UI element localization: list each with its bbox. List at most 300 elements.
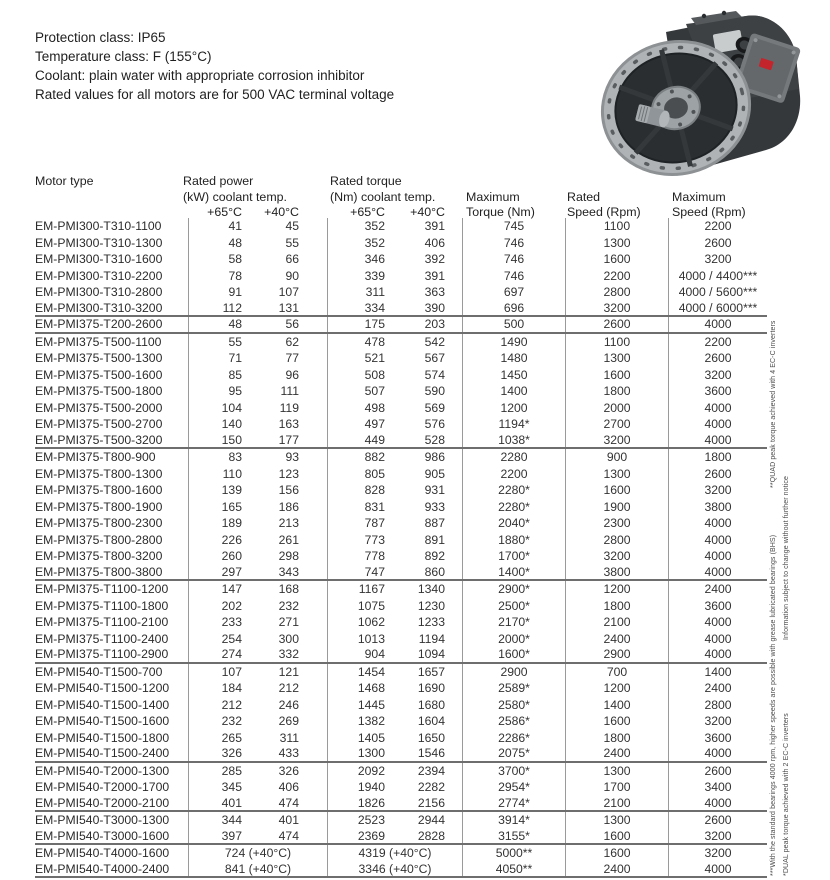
max-torque-cell: 2075* xyxy=(462,746,565,761)
power-65c-cell: 401 xyxy=(188,796,257,811)
power-65c-cell: 95 xyxy=(188,383,257,400)
torque-40c-cell: 574 xyxy=(424,367,445,382)
motor-type-cell: EM-PMI375-T800-2300 xyxy=(35,516,163,531)
max-speed-cell: 4000 / 6000*** xyxy=(668,301,767,316)
power-40c-cell: 121 xyxy=(278,664,299,679)
header-rated-power-sub: (kW) coolant temp. xyxy=(183,190,287,204)
power-combined-cell: 841 (+40°C) xyxy=(188,862,327,877)
max-torque-cell: 697 xyxy=(462,284,565,301)
torque-40c-cell: 891 xyxy=(424,532,445,547)
power-65c-cell: 232 xyxy=(188,713,257,730)
max-torque-cell: 746 xyxy=(462,268,565,285)
max-speed-cell: 2600 xyxy=(668,466,767,483)
power-40c-cell: 123 xyxy=(278,466,299,481)
max-torque-cell: 5000** xyxy=(462,845,565,862)
max-speed-cell: 3600 xyxy=(668,598,767,615)
power-65c-cell: 265 xyxy=(188,730,257,747)
motor-type-cell: EM-PMI375-T500-1600 xyxy=(35,367,163,382)
motor-type-cell: EM-PMI540-T3000-1600 xyxy=(35,828,170,843)
rated-speed-cell: 1600 xyxy=(565,845,668,862)
motor-type-cell: EM-PMI375-T800-3800 xyxy=(35,564,163,579)
torque-65c-cell: 1454 xyxy=(327,664,400,681)
table-row xyxy=(35,268,767,285)
torque-65c-cell: 521 xyxy=(327,350,400,367)
power-65c-cell: 48 xyxy=(188,317,257,332)
table-row xyxy=(35,763,767,780)
motor-type-cell: EM-PMI300-T310-3200 xyxy=(35,300,163,315)
torque-40c-cell: 887 xyxy=(424,516,445,531)
power-40c-cell: 300 xyxy=(278,631,299,646)
max-speed-cell: 2400 xyxy=(668,581,767,598)
rated-speed-cell: 1400 xyxy=(565,697,668,714)
torque-40c-cell: 1690 xyxy=(417,681,445,696)
motor-type-cell: EM-PMI300-T310-2200 xyxy=(35,268,163,283)
power-65c-cell: 41 xyxy=(188,218,257,235)
motor-type-cell: EM-PMI540-T1500-700 xyxy=(35,664,163,679)
power-40c-cell: 163 xyxy=(278,417,299,432)
max-speed-cell: 3200 xyxy=(668,829,767,844)
torque-40c-cell: 590 xyxy=(424,384,445,399)
torque-65c-cell: 497 xyxy=(327,416,400,433)
torque-40c-cell: 528 xyxy=(424,432,445,447)
motor-type-cell: EM-PMI375-T800-3200 xyxy=(35,549,163,564)
protection-class-line: Protection class: IP65 xyxy=(35,30,166,45)
table-row xyxy=(35,796,767,813)
torque-combined-cell: 4319 (+40°C) xyxy=(327,845,462,862)
table-row xyxy=(35,697,767,714)
torque-65c-cell: 1940 xyxy=(327,779,400,796)
torque-65c-cell: 352 xyxy=(327,235,400,252)
power-65c-cell: 254 xyxy=(188,631,257,648)
table-row xyxy=(35,515,767,532)
max-speed-cell: 4000 xyxy=(668,400,767,417)
max-speed-cell: 4000 xyxy=(668,614,767,631)
table-row xyxy=(35,449,767,466)
table-row xyxy=(35,565,767,582)
power-40c-cell: 261 xyxy=(278,532,299,547)
max-torque-cell: 2286* xyxy=(462,730,565,747)
power-65c-cell: 140 xyxy=(188,416,257,433)
torque-40c-cell: 1230 xyxy=(417,598,445,613)
max-speed-cell: 4000 xyxy=(668,317,767,332)
rated-speed-cell: 2100 xyxy=(565,614,668,631)
rated-speed-cell: 2400 xyxy=(565,862,668,877)
power-40c-cell: 119 xyxy=(279,400,299,415)
motor-type-cell: EM-PMI375-T1100-2100 xyxy=(35,615,169,630)
table-row xyxy=(35,647,767,664)
power-65c-cell: 212 xyxy=(188,697,257,714)
power-65c-cell: 139 xyxy=(188,482,257,499)
power-40c-cell: 66 xyxy=(285,252,299,267)
max-torque-cell: 2774* xyxy=(462,796,565,811)
table-row xyxy=(35,367,767,384)
max-torque-cell: 1700* xyxy=(462,548,565,565)
header-rated-torque: Rated torque xyxy=(330,174,402,188)
torque-40c-cell: 1233 xyxy=(417,615,445,630)
header-rated-torque-sub: (Nm) coolant temp. xyxy=(330,190,436,204)
rated-speed-cell: 1900 xyxy=(565,499,668,516)
max-torque-cell: 2586* xyxy=(462,713,565,730)
power-40c-cell: 56 xyxy=(285,317,299,332)
footnote-info: Information subject to change without further notice xyxy=(783,476,790,640)
max-torque-cell: 2280* xyxy=(462,482,565,499)
motor-type-cell: EM-PMI375-T800-2800 xyxy=(35,532,163,547)
motor-type-cell: EM-PMI375-T500-2700 xyxy=(35,417,163,432)
max-speed-cell: 2400 xyxy=(668,680,767,697)
table-row xyxy=(35,862,767,879)
table-row xyxy=(35,416,767,433)
torque-40c-cell: 1680 xyxy=(417,697,445,712)
rated-speed-cell: 700 xyxy=(565,664,668,681)
rated-speed-cell: 3200 xyxy=(565,433,668,448)
power-40c-cell: 401 xyxy=(278,813,299,828)
motor-type-cell: EM-PMI540-T1500-1400 xyxy=(35,697,170,712)
table-row xyxy=(35,812,767,829)
torque-65c-cell: 828 xyxy=(327,482,400,499)
motor-type-cell: EM-PMI540-T1500-1600 xyxy=(35,714,170,729)
motor-type-cell: EM-PMI540-T2000-1300 xyxy=(35,763,170,778)
torque-40c-cell: 576 xyxy=(424,417,445,432)
motor-type-cell: EM-PMI540-T1500-1200 xyxy=(35,681,170,696)
max-speed-cell: 4000 xyxy=(668,746,767,761)
torque-65c-cell: 2523 xyxy=(327,812,400,829)
torque-40c-cell: 892 xyxy=(424,549,445,564)
torque-40c-cell: 1546 xyxy=(417,746,445,761)
motor-type-cell: EM-PMI300-T310-1100 xyxy=(35,219,162,234)
header-max-speed-1: Maximum xyxy=(672,190,726,204)
motor-type-cell: EM-PMI540-T1500-2400 xyxy=(35,746,170,761)
power-40c-cell: 212 xyxy=(278,681,299,696)
max-torque-cell: 2280 xyxy=(462,449,565,466)
power-40c-cell: 232 xyxy=(278,598,299,613)
torque-40c-cell: 406 xyxy=(424,235,445,250)
motor-type-cell: EM-PMI375-T500-1800 xyxy=(35,384,163,399)
max-torque-cell: 1600* xyxy=(462,647,565,662)
table-row xyxy=(35,614,767,631)
max-speed-cell: 4000 xyxy=(668,433,767,448)
max-torque-cell: 4050** xyxy=(462,862,565,877)
table-row xyxy=(35,251,767,268)
rated-speed-cell: 3200 xyxy=(565,301,668,316)
table-row xyxy=(35,532,767,549)
table-row xyxy=(35,482,767,499)
header-torque-65c: +65°C xyxy=(350,205,385,219)
footnote-dual: *DUAL peak torque achieved with 2 EC-C inverters xyxy=(783,713,790,876)
max-torque-cell: 2280* xyxy=(462,499,565,516)
max-speed-cell: 2600 xyxy=(668,812,767,829)
torque-65c-cell: 478 xyxy=(327,334,400,351)
max-torque-cell: 696 xyxy=(462,301,565,316)
torque-40c-cell: 933 xyxy=(424,499,445,514)
torque-40c-cell: 392 xyxy=(424,252,445,267)
max-torque-cell: 746 xyxy=(462,251,565,268)
rated-speed-cell: 1100 xyxy=(565,218,668,235)
max-torque-cell: 1490 xyxy=(462,334,565,351)
torque-65c-cell: 1167 xyxy=(327,581,400,598)
torque-65c-cell: 1468 xyxy=(327,680,400,697)
torque-65c-cell: 1826 xyxy=(327,796,400,811)
motor-type-cell: EM-PMI375-T500-1100 xyxy=(35,334,162,349)
rated-speed-cell: 3200 xyxy=(565,548,668,565)
torque-65c-cell: 334 xyxy=(327,301,400,316)
torque-65c-cell: 498 xyxy=(327,400,400,417)
max-speed-cell: 4000 xyxy=(668,631,767,648)
max-speed-cell: 4000 / 5600*** xyxy=(668,284,767,301)
coolant-line: Coolant: plain water with appropriate corrosion inhibitor xyxy=(35,68,365,83)
torque-40c-cell: 2394 xyxy=(417,763,445,778)
power-40c-cell: 168 xyxy=(278,582,299,597)
torque-65c-cell: 507 xyxy=(327,383,400,400)
header-rated-speed-2: Speed (Rpm) xyxy=(567,205,641,219)
power-40c-cell: 77 xyxy=(285,351,299,366)
max-speed-cell: 3800 xyxy=(668,499,767,516)
torque-65c-cell: 1445 xyxy=(327,697,400,714)
power-40c-cell: 474 xyxy=(278,828,299,843)
max-speed-cell: 2600 xyxy=(668,763,767,780)
torque-65c-cell: 805 xyxy=(327,466,400,483)
rated-speed-cell: 1600 xyxy=(565,829,668,844)
power-65c-cell: 274 xyxy=(188,647,257,662)
motor-product-photo xyxy=(596,4,828,180)
max-speed-cell: 2600 xyxy=(668,350,767,367)
max-speed-cell: 3400 xyxy=(668,779,767,796)
table-row xyxy=(35,680,767,697)
power-65c-cell: 233 xyxy=(188,614,257,631)
header-power-40c: +40°C xyxy=(264,205,299,219)
table-row xyxy=(35,317,767,334)
power-65c-cell: 104 xyxy=(188,400,257,417)
max-speed-cell: 2200 xyxy=(668,334,767,351)
max-torque-cell: 2500* xyxy=(462,598,565,615)
power-40c-cell: 93 xyxy=(285,450,299,465)
table-row xyxy=(35,664,767,681)
torque-65c-cell: 2092 xyxy=(327,763,400,780)
power-65c-cell: 83 xyxy=(188,449,257,466)
power-65c-cell: 71 xyxy=(188,350,257,367)
max-speed-cell: 4000 xyxy=(668,416,767,433)
rated-speed-cell: 1200 xyxy=(565,680,668,697)
motor-type-cell: EM-PMI375-T1100-1800 xyxy=(35,598,169,613)
motor-type-cell: EM-PMI375-T1100-2900 xyxy=(35,647,169,662)
header-max-torque-2: Torque (Nm) xyxy=(466,205,535,219)
max-torque-cell: 2900 xyxy=(462,664,565,681)
max-torque-cell: 2170* xyxy=(462,614,565,631)
spec-notes xyxy=(35,28,394,104)
table-row xyxy=(35,218,767,235)
table-row xyxy=(35,581,767,598)
power-40c-cell: 433 xyxy=(278,746,299,761)
rated-speed-cell: 2100 xyxy=(565,796,668,811)
max-speed-cell: 3600 xyxy=(668,383,767,400)
rated-speed-cell: 1100 xyxy=(565,334,668,351)
table-row xyxy=(35,383,767,400)
rated-speed-cell: 2300 xyxy=(565,515,668,532)
max-speed-cell: 3200 xyxy=(668,367,767,384)
torque-40c-cell: 1340 xyxy=(417,582,445,597)
motor-type-cell: EM-PMI375-T1100-1200 xyxy=(35,582,169,597)
rated-speed-cell: 1300 xyxy=(565,350,668,367)
torque-65c-cell: 1075 xyxy=(327,598,400,615)
motor-type-cell: EM-PMI300-T310-1300 xyxy=(35,235,163,250)
rated-speed-cell: 1600 xyxy=(565,713,668,730)
power-65c-cell: 55 xyxy=(188,334,257,351)
motor-spec-table xyxy=(35,218,767,878)
max-torque-cell: 1194* xyxy=(462,416,565,433)
max-torque-cell: 1200 xyxy=(462,400,565,417)
power-65c-cell: 107 xyxy=(188,664,257,681)
max-speed-cell: 4000 xyxy=(668,862,767,877)
max-speed-cell: 3200 xyxy=(668,845,767,862)
power-40c-cell: 45 xyxy=(285,219,299,234)
rated-speed-cell: 2700 xyxy=(565,416,668,433)
rated-speed-cell: 3800 xyxy=(565,565,668,580)
table-row xyxy=(35,845,767,862)
motor-type-cell: EM-PMI375-T500-1300 xyxy=(35,351,163,366)
torque-65c-cell: 449 xyxy=(327,433,400,448)
power-40c-cell: 326 xyxy=(278,763,299,778)
max-speed-cell: 3200 xyxy=(668,482,767,499)
max-torque-cell: 2040* xyxy=(462,515,565,532)
table-row xyxy=(35,350,767,367)
motor-type-cell: EM-PMI375-T800-1900 xyxy=(35,499,163,514)
rated-speed-cell: 2800 xyxy=(565,532,668,549)
rated-speed-cell: 2800 xyxy=(565,284,668,301)
motor-type-cell: EM-PMI375-T500-3200 xyxy=(35,432,163,447)
power-40c-cell: 406 xyxy=(278,780,299,795)
torque-65c-cell: 339 xyxy=(327,268,400,285)
table-row xyxy=(35,713,767,730)
power-40c-cell: 332 xyxy=(278,647,299,662)
power-40c-cell: 55 xyxy=(285,235,299,250)
power-65c-cell: 226 xyxy=(188,532,257,549)
power-65c-cell: 110 xyxy=(188,466,257,483)
max-speed-cell: 2200 xyxy=(668,218,767,235)
motor-type-cell: EM-PMI375-T200-2600 xyxy=(35,317,163,332)
torque-65c-cell: 1300 xyxy=(327,746,400,761)
torque-40c-cell: 2944 xyxy=(417,813,445,828)
header-rated-power: Rated power xyxy=(183,174,254,188)
max-torque-cell: 2200 xyxy=(462,466,565,483)
power-65c-cell: 345 xyxy=(188,779,257,796)
max-torque-cell: 2589* xyxy=(462,680,565,697)
power-65c-cell: 297 xyxy=(188,565,257,580)
rated-speed-cell: 2200 xyxy=(565,268,668,285)
rated-speed-cell: 1300 xyxy=(565,812,668,829)
torque-40c-cell: 986 xyxy=(424,450,445,465)
max-torque-cell: 2000* xyxy=(462,631,565,648)
max-speed-cell: 4000 xyxy=(668,647,767,662)
rated-values-line: Rated values for all motors are for 500 VAC terminal voltage xyxy=(35,87,395,102)
rated-speed-cell: 2000 xyxy=(565,400,668,417)
torque-65c-cell: 346 xyxy=(327,251,400,268)
torque-40c-cell: 569 xyxy=(424,400,445,415)
power-65c-cell: 150 xyxy=(188,433,257,448)
motor-type-cell: EM-PMI375-T800-1300 xyxy=(35,466,163,481)
max-torque-cell: 3700* xyxy=(462,763,565,780)
rated-speed-cell: 1800 xyxy=(565,598,668,615)
table-row xyxy=(35,631,767,648)
max-speed-cell: 1800 xyxy=(668,449,767,466)
header-rated-speed-1: Rated xyxy=(567,190,601,204)
rated-speed-cell: 1600 xyxy=(565,482,668,499)
max-speed-cell: 2600 xyxy=(668,235,767,252)
rated-speed-cell: 1300 xyxy=(565,235,668,252)
motor-type-cell: EM-PMI375-T800-1600 xyxy=(35,483,163,498)
power-65c-cell: 189 xyxy=(188,515,257,532)
header-max-torque-1: Maximum xyxy=(466,190,520,204)
torque-40c-cell: 931 xyxy=(424,483,445,498)
power-40c-cell: 131 xyxy=(278,300,299,315)
torque-65c-cell: 508 xyxy=(327,367,400,384)
torque-65c-cell: 352 xyxy=(327,218,400,235)
rated-speed-cell: 900 xyxy=(565,449,668,466)
torque-65c-cell: 904 xyxy=(327,647,400,662)
motor-type-cell: EM-PMI540-T2000-2100 xyxy=(35,795,170,810)
power-40c-cell: 298 xyxy=(278,549,299,564)
header-torque-40c: +40°C xyxy=(410,205,445,219)
max-speed-cell: 3200 xyxy=(668,251,767,268)
power-65c-cell: 326 xyxy=(188,746,257,761)
rated-speed-cell: 1600 xyxy=(565,367,668,384)
torque-65c-cell: 831 xyxy=(327,499,400,516)
power-40c-cell: 186 xyxy=(278,499,299,514)
power-40c-cell: 111 xyxy=(280,384,299,399)
power-40c-cell: 269 xyxy=(278,714,299,729)
power-65c-cell: 285 xyxy=(188,763,257,780)
power-65c-cell: 397 xyxy=(188,829,257,844)
max-torque-cell: 1880* xyxy=(462,532,565,549)
rated-speed-cell: 2900 xyxy=(565,647,668,662)
torque-40c-cell: 2282 xyxy=(417,780,445,795)
power-40c-cell: 343 xyxy=(278,564,299,579)
max-torque-cell: 500 xyxy=(462,317,565,332)
power-65c-cell: 112 xyxy=(188,301,257,316)
rated-speed-cell: 2400 xyxy=(565,631,668,648)
motor-type-cell: EM-PMI540-T4000-1600 xyxy=(35,846,170,861)
power-40c-cell: 90 xyxy=(285,268,299,283)
torque-40c-cell: 1194 xyxy=(418,631,445,646)
temperature-class-line: Temperature class: F (155°C) xyxy=(35,49,212,64)
motor-type-cell: EM-PMI300-T310-1600 xyxy=(35,252,163,267)
max-torque-cell: 1450 xyxy=(462,367,565,384)
torque-40c-cell: 860 xyxy=(424,564,445,579)
footnote-bearings: ***With the standard bearings 4000 rpm, higher speeds are possible with grease lubricated bearings (BHS) xyxy=(770,534,777,876)
max-speed-cell: 4000 xyxy=(668,565,767,580)
torque-40c-cell: 391 xyxy=(424,219,445,234)
motor-type-cell: EM-PMI300-T310-2800 xyxy=(35,285,163,300)
motor-type-cell: EM-PMI375-T500-2000 xyxy=(35,400,163,415)
torque-65c-cell: 882 xyxy=(327,449,400,466)
power-40c-cell: 62 xyxy=(285,334,299,349)
table-row xyxy=(35,829,767,846)
table-row xyxy=(35,499,767,516)
torque-40c-cell: 905 xyxy=(424,466,445,481)
max-speed-cell: 4000 xyxy=(668,532,767,549)
table-row xyxy=(35,548,767,565)
header-power-65c: +65°C xyxy=(207,205,242,219)
max-torque-cell: 746 xyxy=(462,235,565,252)
torque-65c-cell: 1062 xyxy=(327,614,400,631)
header-max-speed-2: Speed (Rpm) xyxy=(672,205,746,219)
torque-40c-cell: 2828 xyxy=(417,828,445,843)
torque-65c-cell: 778 xyxy=(327,548,400,565)
motor-type-cell: EM-PMI540-T2000-1700 xyxy=(35,780,170,795)
torque-65c-cell: 175 xyxy=(327,317,400,332)
table-row xyxy=(35,598,767,615)
max-torque-cell: 2580* xyxy=(462,697,565,714)
header-motor-type: Motor type xyxy=(35,174,94,188)
power-40c-cell: 107 xyxy=(278,285,299,300)
